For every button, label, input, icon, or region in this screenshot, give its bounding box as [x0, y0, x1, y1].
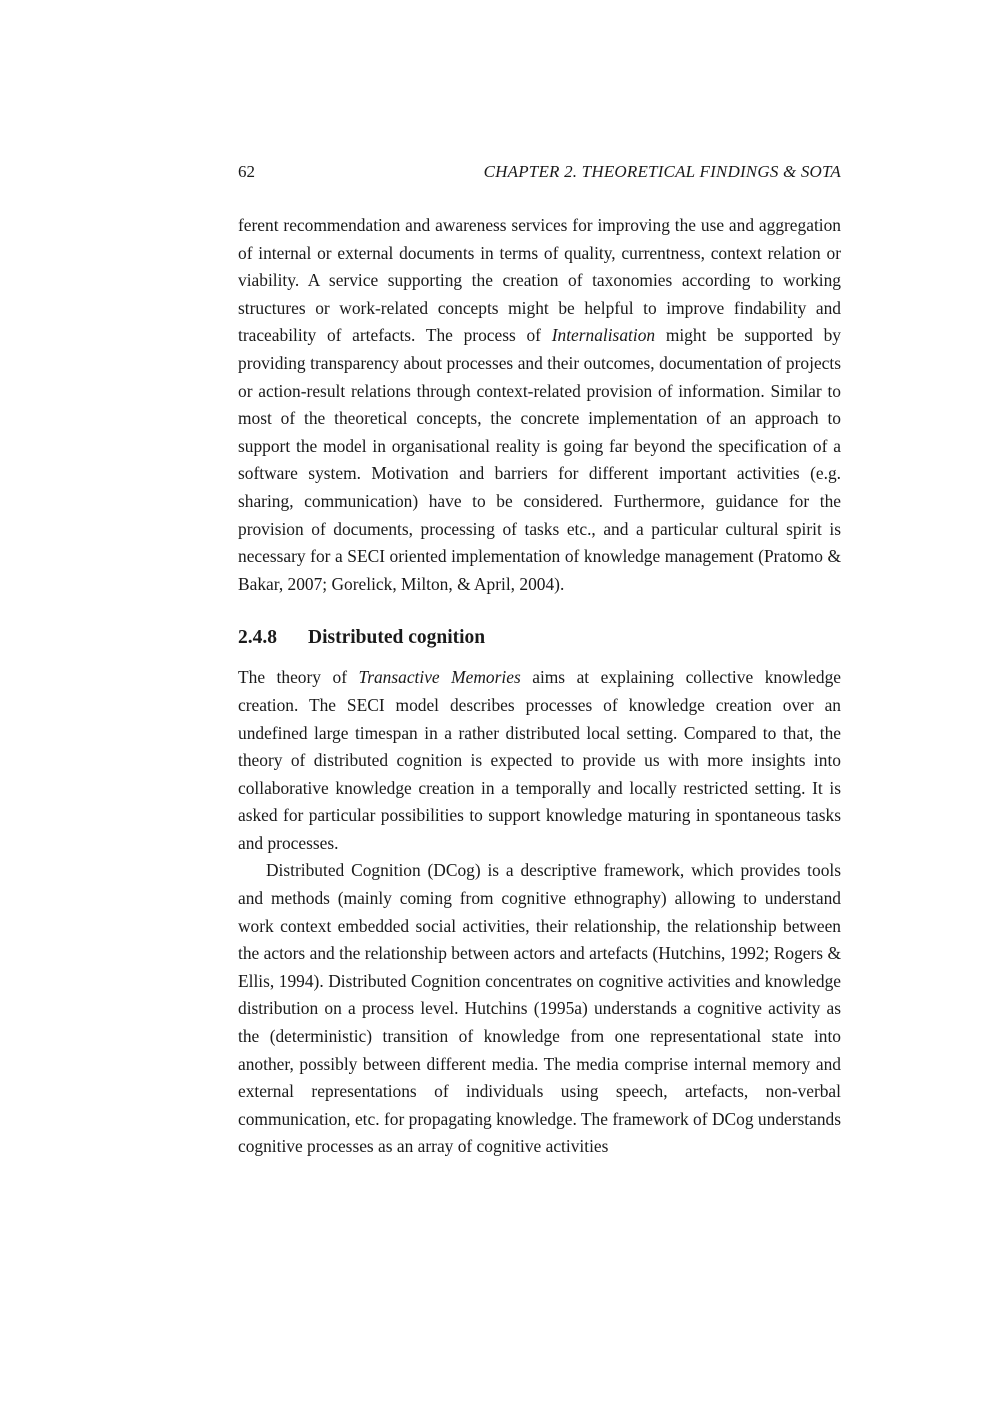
document-page — [238, 160, 841, 1161]
running-header — [238, 160, 841, 184]
paragraph-text: aims at explaining collective knowledge creation. The SECI model describes processes of knowledge creation over an undefined large timespan in a rather distributed local setting. Compared to that, the theory of distributed cognition is expected to provide us with more insights into collaborative knowledge creation in a temporally and locally restricted setting. It is asked for particular possibilities to support knowledge maturing in spontaneous tasks and processes. — [238, 667, 841, 853]
paragraph-dcog — [238, 857, 841, 1161]
paragraph-text: Distributed Cognition (DCog) is a descriptive framework, which provides tools and methods (mainly coming from cognitive ethnography) allowing to understand work context embedded social activities, their relationship, the relationship between the actors and the relationship between actors and artefacts (Hutchins, 1992; Rogers & Ellis, 1994). Distributed Cognition concentrates on cognitive activities and knowledge distribution on a process level. Hutchins (1995a) understands a cognitive activity as the (deterministic) transition of knowledge from one representational state into another, possibly between different media. The media comprise internal memory and external representations of individuals using speech, artefacts, non-verbal communication, etc. for propagating knowledge. The framework of DCog understands cognitive processes as an array of cognitive activities — [238, 860, 841, 1157]
paragraph-transactive-memories — [238, 664, 841, 857]
emphasis-internalisation: Internalisation — [551, 325, 656, 346]
paragraph-text: The theory of — [238, 667, 359, 688]
paragraph-seci-services — [238, 212, 841, 598]
section-title: Distributed cognition — [308, 627, 486, 649]
paragraph-text: might be supported by providing transparency about processes and their outcomes, documentation of projects or action-result relations through context-related provision of information. Similar to most of the theoretical concepts, the concrete implementation of an approach to support the model in organisational reality is going far beyond the specification of a software system. Motivation and barriers for different important activities (e.g. sharing, communication) have to be considered. Furthermore, guidance for the provision of documents, processing of tasks etc., and a particular cultural spirit is necessary for a SECI oriented implementation of knowledge management (Pratomo & Bakar, 2007; Gorelick, Milton, & April, 2004). — [238, 325, 841, 594]
section-number: 2.4.8 — [238, 627, 277, 649]
emphasis-transactive-memories: Transactive Memories — [358, 667, 521, 688]
chapter-title: CHAPTER 2. THEORETICAL FINDINGS & SOTA — [483, 162, 841, 181]
page-number: 62 — [238, 162, 255, 181]
section-heading — [238, 624, 841, 652]
paragraph-text: ferent recommendation and awareness services for improving the use and aggregation of internal or external documents in terms of quality, currentness, context relation or viability. A service supporting the creation of taxonomies according to working structures or work-related concepts might be helpful to improve findability and traceability of artefacts. The process of — [238, 215, 841, 346]
